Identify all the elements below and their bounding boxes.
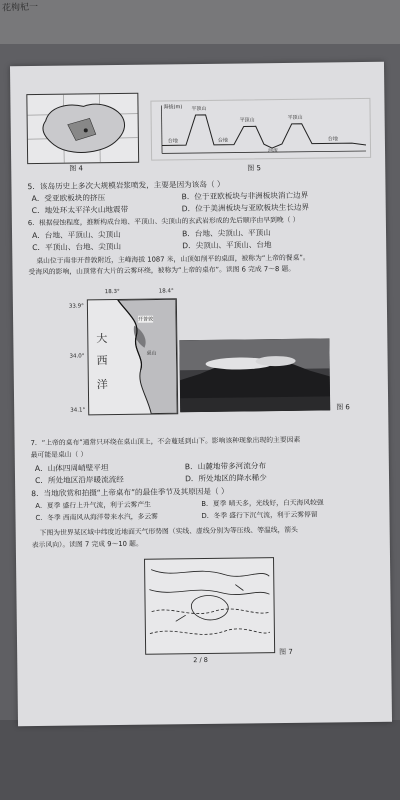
fig5-label-river: 河流 [268, 148, 279, 155]
q7-option-b: B．山麓地带多河流分布 [184, 461, 267, 472]
q8-option-b: B．夏季 晴天多，光线好，白天海风较强 [201, 498, 324, 509]
figure-4-map [26, 93, 139, 164]
exam-sheet [10, 62, 392, 727]
q6-stem: 6．根据侵蚀程度，推断构成台地、平顶山、尖顶山的玄武岩形成的先后顺序由早到晚（ ） [27, 215, 300, 228]
figure-5-caption: 图 5 [247, 164, 261, 173]
figure-7-caption: 图 7 [279, 647, 293, 657]
weather-map-svg [145, 558, 274, 654]
fig5-y-unit: 海拔(m) [163, 104, 183, 111]
q6-option-d: D．尖顶山、平顶山、台地 [182, 240, 272, 251]
q8-option-a: A．夏季 盛行上升气流，利于云雾产生 [35, 500, 151, 511]
fig6-lat-1: 33.9° [68, 303, 84, 310]
table-mountain-photo [179, 338, 330, 412]
page-number: 2 / 8 [193, 655, 208, 665]
q8-stem: 8．当地欣赏和拍摄“上帝桌布”的最佳季节及其原因是（ ） [31, 486, 229, 499]
q8-option-d: D．冬季 盛行下沉气流，利于云雾停留 [201, 510, 318, 521]
fig5-label-plain1: 台地 [167, 138, 178, 145]
fig6-lon-right: 18.4° [158, 288, 174, 295]
fig6-lon-left: 18.3° [104, 288, 120, 296]
q8-option-c: C．冬季 西南风从海洋带来水汽，多云雾 [35, 512, 158, 523]
figure-6-map [87, 298, 178, 415]
q5-option-d: D．位于美洲板块与亚欧板块生长边界 [181, 202, 310, 214]
q7-stem-line-1: 7．“上帝的桌布”通常只环绕在桌山顶上，不会蔓延到山下。影响该种现象出现的主要因素 [30, 435, 301, 448]
fig6-lat-2: 34.0° [69, 353, 85, 360]
q5-option-b: B．位于亚欧板块与非洲板块消亡边界 [181, 190, 309, 202]
figure-6-caption: 图 6 [336, 403, 350, 412]
fig6-sea-char-2: 西 [96, 354, 108, 368]
passage-line-2: 受海风的影响，山顶常有大片的云雾环绕，被称为“上帝的桌布”。读图 6 完成 7～8 题。 [28, 264, 296, 277]
q6-option-b: B．台地、尖顶山、平顶山 [181, 228, 271, 239]
fig6-city-label: 开普敦 [138, 316, 154, 323]
background-bottom [0, 720, 400, 800]
fig5-label-plain2: 台地 [217, 137, 228, 144]
q5-option-c: C．地处环太平洋火山地震带 [31, 204, 129, 216]
photo-svg [179, 338, 330, 412]
q5-option-a: A．受亚欧板块的挤压 [31, 193, 106, 204]
background-text: 花枸杞一 [1, 2, 39, 14]
q5-stem: 5．该岛历史上多次大规模岩浆喷发，主要是因为该岛（ ） [27, 179, 225, 192]
background-top [0, 0, 400, 44]
fig5-label-mid: 平顶山 [239, 117, 255, 124]
fig5-label-left: 平顶山 [191, 105, 207, 113]
q7-option-c: C．所处地区沿岸暖流流经 [34, 474, 124, 486]
fig6-mountain-label: 桌山 [146, 350, 157, 357]
terrain-profile-svg [151, 99, 370, 160]
fig6-sea-char-1: 大 [96, 332, 108, 346]
q7-stem-line-2: 最可能是桌山（ ） [30, 450, 88, 460]
q6-option-a: A．台地、平顶山、尖顶山 [31, 229, 121, 241]
q7-option-a: A．山体四周峭壁平坦 [34, 463, 109, 474]
passage2-line-1: 下图为世界某区域中纬度近地面天气形势图（实线、虚线分别为等压线、等温线，箭头 [39, 525, 298, 537]
figure-5-profile [150, 98, 371, 161]
fig6-sea-char-3: 洋 [96, 378, 108, 392]
fig5-label-right: 平顶山 [287, 114, 303, 121]
island-map-svg [27, 94, 138, 163]
passage-line-1: 桌山位于南非开普敦附近，主峰海拔 1087 米，山顶如削平的桌面，被称为“上帝的餐桌”。 [36, 253, 310, 266]
fig5-label-platform: 台地 [327, 136, 338, 143]
figure-4-caption: 图 4 [69, 164, 83, 173]
figure-7-weather-map [144, 557, 275, 655]
q7-option-d: D．所处地区的降水稀少 [184, 473, 267, 484]
fig6-lat-3: 34.1° [70, 407, 86, 414]
q6-option-c: C．平顶山、台地、尖顶山 [32, 241, 122, 253]
passage2-line-2: 表示风向）。读图 7 完成 9～10 题。 [31, 539, 143, 550]
